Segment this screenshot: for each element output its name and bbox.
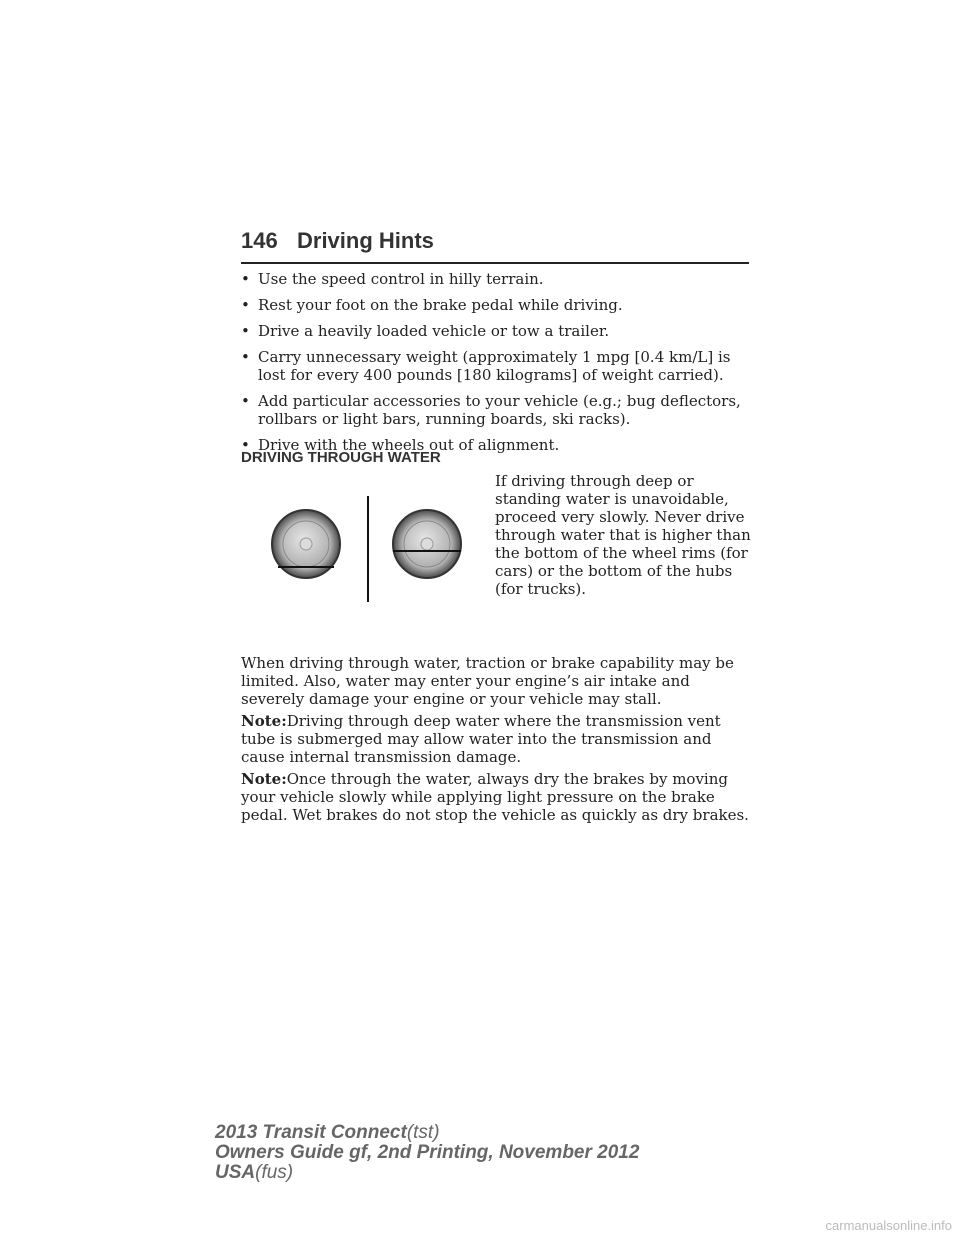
water-depth-illustration: [262, 492, 472, 604]
section-title: Driving Hints: [297, 228, 434, 253]
bullet-mark: •: [241, 296, 250, 314]
note-text: Once through the water, always dry the brakes by moving your vehicle slowly while applying light pressure on the brake pedal. Wet brakes do not stop the vehicle as quickly as dry brakes.: [241, 770, 749, 824]
list-item-text: Carry unnecessary weight (approximately 1 mpg [0.4 km/L] is lost for every 400 pounds [180 kilograms] of weight carried).: [258, 348, 731, 384]
list-item: [241, 270, 751, 288]
wheel-rim-water-level-icon: [272, 510, 340, 578]
bullet-mark: •: [241, 436, 250, 454]
page-header: [241, 228, 749, 264]
bullet-mark: •: [241, 392, 250, 410]
list-item: [241, 296, 751, 314]
paragraph-traction: When driving through water, traction or brake capability may be limited. Also, water may enter your engine’s air intake and severely damage your engine or your vehicle may stall.: [241, 654, 734, 708]
list-item-text: Add particular accessories to your vehicle (e.g.; bug deflectors, rollbars or light bars, running boards, ski racks).: [258, 392, 741, 428]
note-label: Note:: [241, 770, 287, 788]
bullet-mark: •: [241, 270, 250, 288]
water-depth-figure: [262, 492, 472, 604]
footer-model-code: (tst): [406, 1122, 440, 1143]
footer-line-3: [215, 1163, 639, 1183]
side-paragraph: If driving through deep or standing water is unavoidable, proceed very slowly. Never drive through water that is higher than the bottom of the wheel rims (for cars) or the bottom of the hubs (for trucks).: [495, 472, 751, 598]
note-brakes: [241, 770, 751, 824]
footer-line-2: Owners Guide gf, 2nd Printing, November 2012: [215, 1142, 640, 1163]
note-label: Note:: [241, 712, 287, 730]
note-text: Driving through deep water where the transmission vent tube is submerged may allow water into the transmission and cause internal transmission damage.: [241, 712, 721, 766]
bullet-mark: •: [241, 348, 250, 366]
note-transmission: [241, 712, 751, 766]
wheel-hub-water-level-icon: [393, 510, 461, 578]
footer-model: 2013 Transit Connect: [215, 1122, 407, 1143]
list-item-text: Drive a heavily loaded vehicle or tow a trailer.: [258, 322, 610, 340]
section-heading: DRIVING THROUGH WATER: [241, 449, 441, 466]
document-footer: [215, 1123, 639, 1183]
bullet-list: [241, 270, 751, 462]
footer-market-code: (fus): [255, 1162, 294, 1183]
list-item-text: Use the speed control in hilly terrain.: [258, 270, 544, 288]
bullet-mark: •: [241, 322, 250, 340]
list-item: [241, 322, 751, 340]
footer-market: USA: [215, 1162, 256, 1183]
list-item-text: Drive with the wheels out of alignment.: [258, 436, 560, 454]
footer-line-1: [215, 1123, 639, 1143]
watermark: carmanualsonline.info: [825, 1218, 952, 1233]
list-item: [241, 392, 751, 428]
page-number: 146: [241, 228, 278, 253]
list-item-text: Rest your foot on the brake pedal while driving.: [258, 296, 623, 314]
list-item: [241, 348, 751, 384]
